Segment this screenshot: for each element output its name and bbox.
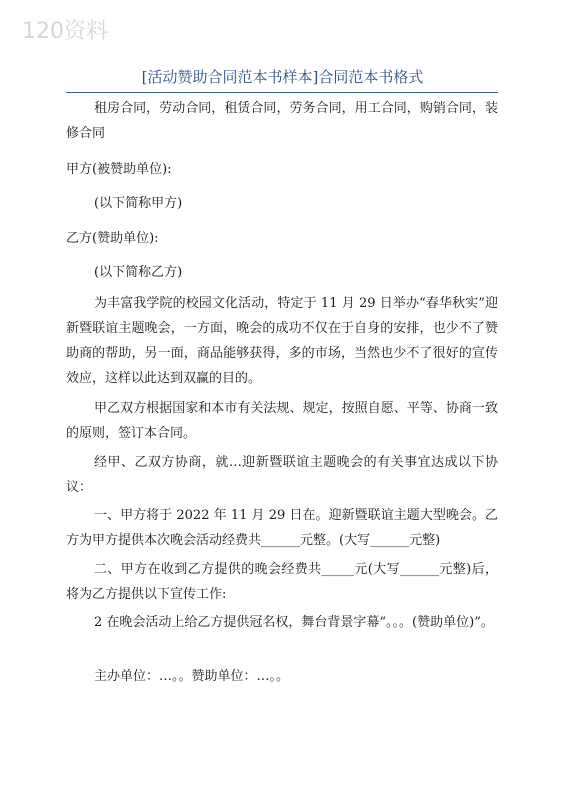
organizers-line: 主办单位：…。。赞助单位：…。。 xyxy=(94,669,290,684)
purpose-paragraph: 为丰富我学院的校园文化活动，特定于 11 月 29 日举办“春华秋实”迎新暨联谊主题晚会，一方面，晚会的成功不仅在于自身的安排，也少不了赞助商的帮助，另一面，商品能够获得，多的市场，当然也少不了很好的宣传效应，这样以此达到双赢的目的。 xyxy=(66,296,498,386)
contract-types-paragraph: 租房合同，劳动合同，租赁合同，劳务合同，用工合同，购销合同，装修合同 xyxy=(66,101,498,141)
party-b-alias: (以下简称乙方) xyxy=(94,265,183,280)
negotiation-paragraph: 经甲、乙双方协商，就…迎新暨联谊主题晚会的有关事宜达成以下协议： xyxy=(66,455,498,495)
party-a-line: 甲方(被赞助单位): xyxy=(66,162,172,177)
clause-2-item: 2 在晚会活动上给乙方提供冠名权，舞台背景字幕“。。。(赞助单位)”。 xyxy=(94,615,494,630)
basis-paragraph: 甲乙双方根据国家和本市有关法规、规定，按照自愿、平等、协商一致的原则，签订本合同。 xyxy=(66,401,498,441)
clause-1: 一、甲方将于 2022 年 11 月 29 日在。迎新暨联谊主题大型晚会。乙方为甲方提供本次晚会活动经费共______元整。(大写______元整) xyxy=(66,508,498,548)
document-title: [活动赞助合同范本书样本]合同范本书格式 xyxy=(141,68,424,86)
clause-2: 二、甲方在收到乙方提供的晚会经费共_____元(大写______元整)后，将为乙方提供以下宣传工作: xyxy=(66,562,498,602)
party-b-line: 乙方(赞助单位): xyxy=(66,231,159,246)
party-a-alias: (以下简称甲方) xyxy=(94,196,183,211)
watermark: 120资料 xyxy=(22,19,108,44)
title-underline xyxy=(66,92,498,93)
